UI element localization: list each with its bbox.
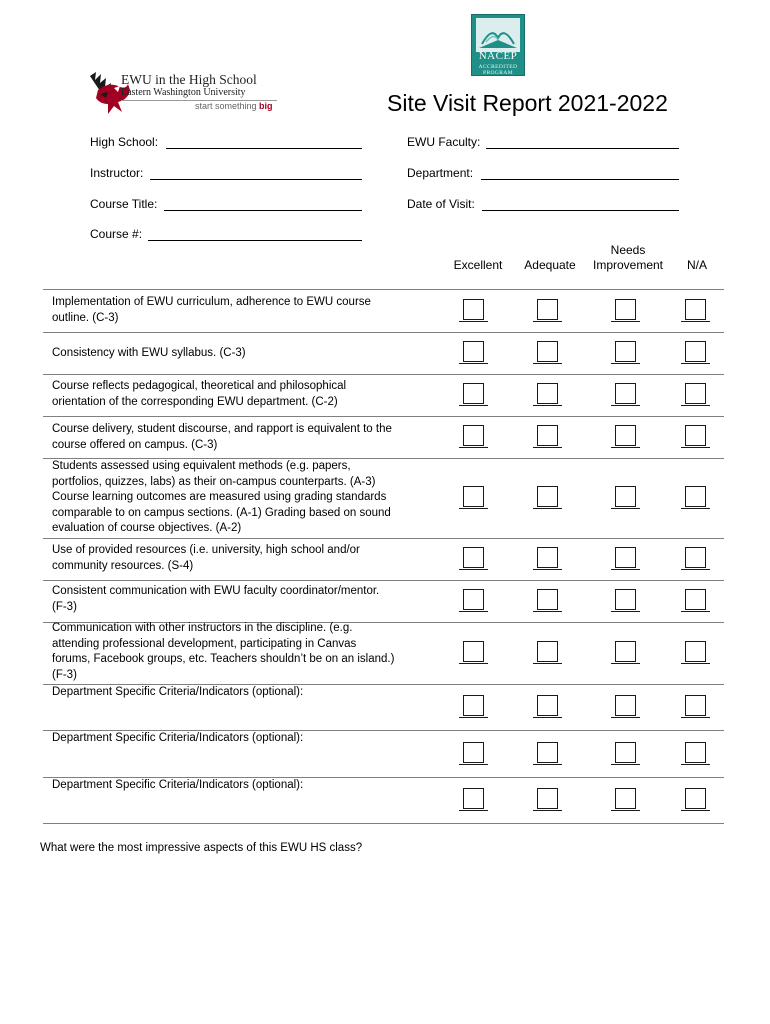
ewu-logo [88, 70, 288, 116]
checkbox-excellent[interactable] [463, 742, 484, 763]
checkbox-na[interactable] [685, 589, 706, 610]
checkbox-underline [611, 810, 640, 811]
checkbox-adequate[interactable] [537, 341, 558, 362]
checkbox-needs-improvement[interactable] [615, 788, 636, 809]
tagline-text: start something [195, 101, 260, 111]
checkbox-underline [533, 663, 562, 664]
checkbox-underline [611, 569, 640, 570]
checkbox-na[interactable] [685, 425, 706, 446]
checkbox-needs-improvement[interactable] [615, 547, 636, 568]
checkbox-underline [611, 717, 640, 718]
checkbox-underline [459, 764, 488, 765]
checkbox-underline [533, 363, 562, 364]
checkbox-na[interactable] [685, 742, 706, 763]
checkbox-na[interactable] [685, 299, 706, 320]
row-divider [43, 332, 724, 333]
date-of-visit-field[interactable] [482, 210, 679, 211]
checkbox-na[interactable] [685, 641, 706, 662]
tagline-emphasis: big [259, 101, 273, 111]
checkbox-underline [611, 321, 640, 322]
checkbox-adequate[interactable] [537, 641, 558, 662]
logo-university-name: Eastern Washington University [121, 87, 246, 98]
checkbox-underline [533, 321, 562, 322]
department-label: Department: [407, 166, 474, 180]
column-needs-improvement [585, 243, 671, 273]
checkbox-needs-improvement[interactable] [615, 425, 636, 446]
checkbox-underline [533, 717, 562, 718]
row-divider [43, 374, 724, 375]
logo-program-name: EWU in the High School [121, 72, 257, 87]
criterion-text: Implementation of EWU curriculum, adherence to EWU course outline. (C-3) [52, 296, 371, 324]
nacep-line1: ACCREDITED [478, 64, 518, 70]
book-icon [476, 18, 520, 52]
checkbox-underline [459, 508, 488, 509]
criterion-text: Course delivery, student discourse, and rapport is equivalent to the course offered on campus. (C-3) [52, 423, 392, 451]
checkbox-adequate[interactable] [537, 589, 558, 610]
ewu-faculty-label: EWU Faculty: [407, 135, 481, 149]
checkbox-underline [681, 405, 710, 406]
checkbox-underline [459, 663, 488, 664]
criterion-text: Use of provided resources (i.e. university, high school and/or community resources. (S-4) [52, 544, 360, 572]
checkbox-underline [681, 764, 710, 765]
checkbox-needs-improvement[interactable] [615, 486, 636, 507]
checkbox-na[interactable] [685, 383, 706, 404]
checkbox-underline [681, 508, 710, 509]
checkbox-needs-improvement[interactable] [615, 742, 636, 763]
criterion-text: Consistency with EWU syllabus. (C-3) [52, 347, 246, 359]
criterion-text: Students assessed using equivalent methods (e.g. papers, portfolios, quizzes, labs) as their on-campus counterparts. (A-3) Course learning outcomes are measured using grading standards comparable to on campus sections. (A-1) Grading based on sound evaluation of course objectives. (A-2) [52, 460, 391, 535]
checkbox-adequate[interactable] [537, 383, 558, 404]
checkbox-na[interactable] [685, 486, 706, 507]
checkbox-underline [681, 447, 710, 448]
high-school-field[interactable] [166, 148, 362, 149]
checkbox-underline [681, 569, 710, 570]
nacep-line2: PROGRAM [482, 70, 513, 76]
checkbox-underline [611, 363, 640, 364]
column-needs-line2: Improvement [592, 258, 664, 272]
checkbox-excellent[interactable] [463, 641, 484, 662]
checkbox-underline [459, 363, 488, 364]
checkbox-adequate[interactable] [537, 695, 558, 716]
checkbox-underline [611, 663, 640, 664]
checkbox-excellent[interactable] [463, 383, 484, 404]
checkbox-needs-improvement[interactable] [615, 695, 636, 716]
row-divider [43, 580, 724, 581]
checkbox-underline [681, 321, 710, 322]
criterion-text: Department Specific Criteria/Indicators (optional): [52, 686, 304, 698]
checkbox-needs-improvement[interactable] [615, 641, 636, 662]
course-number-label: Course #: [90, 227, 143, 241]
checkbox-adequate[interactable] [537, 788, 558, 809]
checkbox-underline [459, 321, 488, 322]
column-needs-line1: Needs [610, 243, 646, 257]
instructor-field[interactable] [150, 179, 362, 180]
checkbox-underline [533, 447, 562, 448]
checkbox-underline [681, 611, 710, 612]
criterion-text: Department Specific Criteria/Indicators (optional): [52, 732, 304, 744]
checkbox-adequate[interactable] [537, 425, 558, 446]
checkbox-excellent[interactable] [463, 695, 484, 716]
row-divider [43, 289, 724, 290]
instructor-label: Instructor: [90, 166, 144, 180]
checkbox-underline [533, 405, 562, 406]
checkbox-underline [533, 611, 562, 612]
checkbox-underline [459, 569, 488, 570]
nacep-name: NACEP [478, 50, 518, 62]
checkbox-excellent[interactable] [463, 425, 484, 446]
checkbox-underline [459, 405, 488, 406]
column-na: N/A [686, 258, 707, 272]
checkbox-underline [533, 764, 562, 765]
logo-tagline [195, 101, 273, 111]
checkbox-needs-improvement[interactable] [615, 589, 636, 610]
checkbox-excellent[interactable] [463, 299, 484, 320]
checkbox-underline [533, 810, 562, 811]
nacep-accreditation-badge [471, 14, 525, 76]
checkbox-na[interactable] [685, 547, 706, 568]
row-divider [43, 538, 724, 539]
checkbox-underline [681, 717, 710, 718]
course-number-field[interactable] [148, 240, 362, 241]
criterion-text: Communication with other instructors in the discipline. (e.g. attending professional development, participating in Canvas forums, Facebook groups, etc. Teachers shouldn’t be on an island.) (F-3) [52, 622, 395, 681]
row-divider [43, 416, 724, 417]
page-title: Site Visit Report 2021-2022 [387, 90, 668, 116]
checkbox-underline [681, 363, 710, 364]
checkbox-adequate[interactable] [537, 547, 558, 568]
course-title-label: Course Title: [90, 197, 158, 211]
high-school-label: High School: [90, 135, 159, 149]
criterion-text: Department Specific Criteria/Indicators (optional): [52, 779, 304, 791]
checkbox-underline [611, 447, 640, 448]
ewu-faculty-field[interactable] [486, 148, 679, 149]
checkbox-excellent[interactable] [463, 341, 484, 362]
checkbox-underline [533, 508, 562, 509]
checkbox-excellent[interactable] [463, 589, 484, 610]
checkbox-na[interactable] [685, 788, 706, 809]
criterion-text: Course reflects pedagogical, theoretical and philosophical orientation of the corresponding EWU department. (C-2) [52, 380, 347, 408]
checkbox-excellent[interactable] [463, 486, 484, 507]
checkbox-excellent[interactable] [463, 547, 484, 568]
column-excellent: Excellent [453, 258, 503, 272]
checkbox-underline [611, 764, 640, 765]
criterion-text: Consistent communication with EWU faculty coordinator/mentor. (F-3) [52, 585, 380, 613]
checkbox-underline [459, 611, 488, 612]
checkbox-adequate[interactable] [537, 742, 558, 763]
checkbox-underline [611, 508, 640, 509]
checkbox-underline [611, 405, 640, 406]
row-divider [43, 823, 724, 824]
checkbox-na[interactable] [685, 341, 706, 362]
checkbox-underline [611, 611, 640, 612]
checkbox-needs-improvement[interactable] [615, 299, 636, 320]
checkbox-needs-improvement[interactable] [615, 383, 636, 404]
checkbox-underline [681, 663, 710, 664]
checkbox-adequate[interactable] [537, 486, 558, 507]
checkbox-na[interactable] [685, 695, 706, 716]
checkbox-underline [459, 447, 488, 448]
checkbox-needs-improvement[interactable] [615, 341, 636, 362]
checkbox-underline [681, 810, 710, 811]
column-adequate: Adequate [524, 258, 576, 272]
checkbox-underline [459, 810, 488, 811]
open-question: What were the most impressive aspects of this EWU HS class? [40, 842, 363, 854]
checkbox-underline [459, 717, 488, 718]
checkbox-excellent[interactable] [463, 788, 484, 809]
checkbox-adequate[interactable] [537, 299, 558, 320]
department-field[interactable] [481, 179, 679, 180]
course-title-field[interactable] [164, 210, 362, 211]
checkbox-underline [533, 569, 562, 570]
date-of-visit-label: Date of Visit: [407, 197, 475, 211]
